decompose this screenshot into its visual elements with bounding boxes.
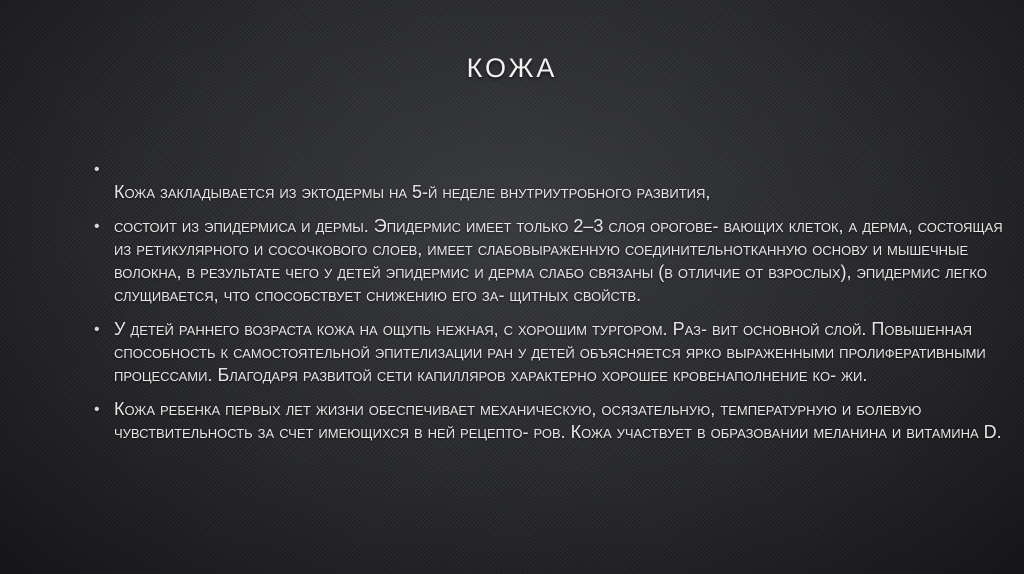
slide-title: кожа <box>466 44 558 86</box>
bullet-dot: • <box>94 401 100 418</box>
bullet-item-empty <box>92 158 1012 181</box>
slide-content <box>92 158 1012 455</box>
bullet-dot: • <box>94 218 100 235</box>
bullet-text: Кожа ребенка первых лет жизни обеспечивает механическую, осязательную, температурную и болевую чувствительность за счет имеющихся в ней рецепто- ров. Кожа участвует в образовании меланина и витамина D. <box>114 399 1002 442</box>
bullet-item-layers <box>92 215 1012 307</box>
bullet-item-intro <box>92 181 1012 204</box>
bullet-text: Кожа закладывается из эктодермы на 5-й неделе внутриутробного развития, <box>114 182 711 202</box>
bullet-dot: • <box>94 161 100 178</box>
bullet-text: У детей раннего возраста кожа на ощупь нежная, с хорошим тургором. Раз- вит основной слой. Повышенная способность к самостоятельной эпителизации ран у детей объясняется ярко выраженными пролиферативными процессами. Благодаря развитой сети капилляров характерно хорошее кровенаполнение ко- жи. <box>114 319 986 385</box>
bullet-list <box>92 158 1012 444</box>
bullet-item-infant-skin <box>92 318 1012 387</box>
bullet-dot: • <box>94 321 100 338</box>
bullet-text: состоит из эпидермиса и дермы. Эпидермис имеет только 2–3 слоя орогове- вающих клеток, а дерма, состоящая из ретикулярного и сосочкового слоев, имеет слабовыраженную соединительнотканную основу и мышечные волокна, в результате чего у детей эпидермис и дерма слабо связаны (в отличие от взрослых), эпидермис легко слущивается, что способствует снижению его за- щитных свойств. <box>114 216 1003 305</box>
bullet-item-functions <box>92 398 1012 444</box>
